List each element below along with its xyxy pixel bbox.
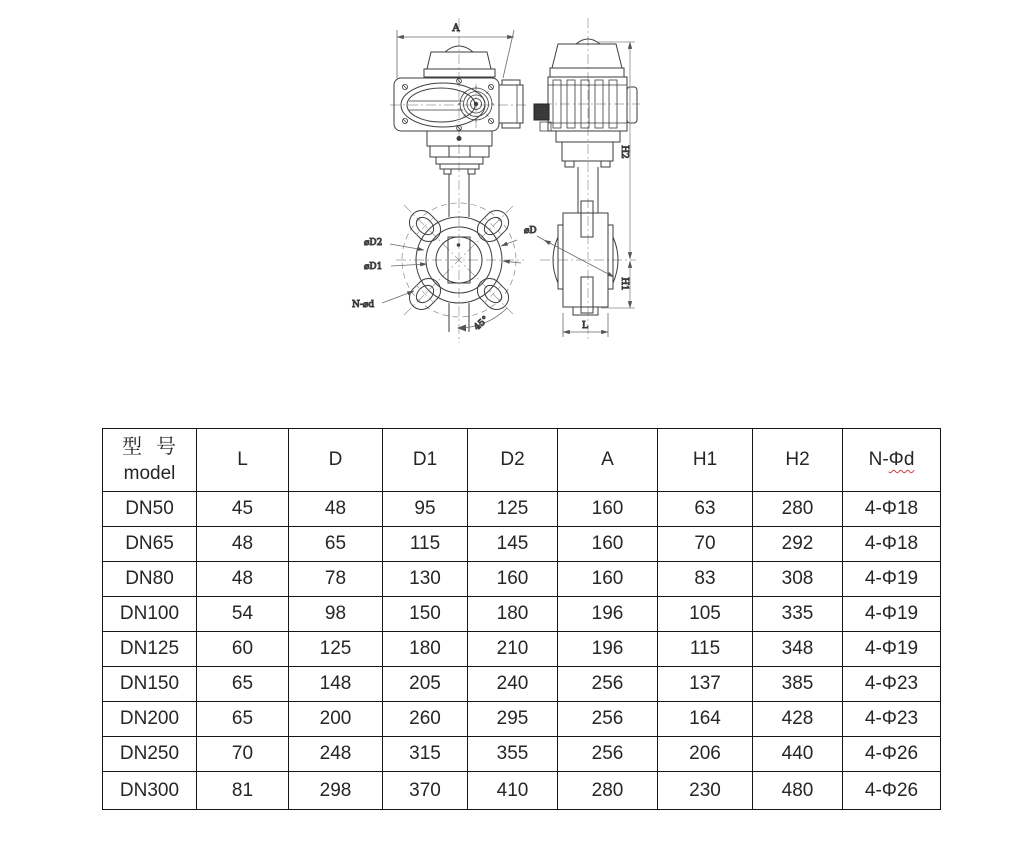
dimension-cell: 385 bbox=[753, 667, 843, 702]
dimension-cell: 95 bbox=[383, 492, 468, 527]
dimension-cell: 298 bbox=[289, 772, 383, 810]
dimension-cell: 115 bbox=[658, 632, 753, 667]
dimension-cell: 4-Φ23 bbox=[843, 702, 941, 737]
header-d2: D2 bbox=[468, 429, 558, 492]
mounting-bracket-front bbox=[427, 131, 492, 174]
model-cell: DN250 bbox=[103, 737, 197, 772]
header-h2: H2 bbox=[753, 429, 843, 492]
dimension-cell: 164 bbox=[658, 702, 753, 737]
dimension-cell: 256 bbox=[558, 667, 658, 702]
dimension-cell: 180 bbox=[468, 597, 558, 632]
header-model bbox=[103, 429, 197, 492]
dim-a-label: A bbox=[452, 23, 460, 34]
dimension-cell: 410 bbox=[468, 772, 558, 810]
dimension-cell: 180 bbox=[383, 632, 468, 667]
dimension-cell: 315 bbox=[383, 737, 468, 772]
header-d1: D1 bbox=[383, 429, 468, 492]
dimension-cell: 125 bbox=[468, 492, 558, 527]
model-cell: DN150 bbox=[103, 667, 197, 702]
dimension-cell: 65 bbox=[197, 702, 289, 737]
dimension-cell: 54 bbox=[197, 597, 289, 632]
model-cell: DN80 bbox=[103, 562, 197, 597]
junction-box bbox=[499, 80, 523, 128]
header-model-en: model bbox=[123, 462, 176, 484]
dia-d1-label: ⌀D1 bbox=[364, 262, 383, 272]
table-row bbox=[103, 702, 941, 737]
dia-d2-label: ⌀D2 bbox=[364, 238, 383, 248]
dimension-cell: 428 bbox=[753, 702, 843, 737]
dim-h1-label: H1 bbox=[619, 277, 629, 291]
angle-45-label: 45° bbox=[472, 314, 491, 333]
dimension-cell: 196 bbox=[558, 597, 658, 632]
valve-body-side bbox=[553, 201, 618, 315]
dimension-cell: 4-Φ19 bbox=[843, 562, 941, 597]
table-header-row bbox=[103, 429, 941, 492]
dia-d-leader bbox=[537, 236, 614, 277]
dimension-cell: 160 bbox=[558, 492, 658, 527]
dimension-cell: 480 bbox=[753, 772, 843, 810]
dimension-cell: 308 bbox=[753, 562, 843, 597]
model-cell: DN65 bbox=[103, 527, 197, 562]
header-l: L bbox=[197, 429, 289, 492]
dome-collar-side bbox=[550, 68, 624, 77]
dimension-table bbox=[102, 428, 941, 810]
dimension-cell: 205 bbox=[383, 667, 468, 702]
dimension-cell: 70 bbox=[658, 527, 753, 562]
model-cell: DN100 bbox=[103, 597, 197, 632]
dimension-cell: 355 bbox=[468, 737, 558, 772]
dimension-cell: 256 bbox=[558, 737, 658, 772]
dimension-cell: 440 bbox=[753, 737, 843, 772]
header-n-prefix: N- bbox=[868, 449, 889, 471]
dimension-cell: 4-Φ19 bbox=[843, 632, 941, 667]
dimension-cell: 148 bbox=[289, 667, 383, 702]
dimension-cell: 160 bbox=[468, 562, 558, 597]
dimension-cell: 200 bbox=[289, 702, 383, 737]
dimension-cell: 160 bbox=[558, 527, 658, 562]
dimension-cell: 60 bbox=[197, 632, 289, 667]
actuator-dome-side bbox=[552, 44, 622, 68]
dimension-cell: 48 bbox=[197, 527, 289, 562]
dimension-cell: 230 bbox=[658, 772, 753, 810]
dimension-cell: 292 bbox=[753, 527, 843, 562]
dimension-cell: 83 bbox=[658, 562, 753, 597]
valve-technical-drawing bbox=[0, 0, 1016, 420]
side-view-drawing bbox=[524, 18, 640, 340]
dimension-cell: 130 bbox=[383, 562, 468, 597]
dimension-cell: 65 bbox=[289, 527, 383, 562]
header-h1: H1 bbox=[658, 429, 753, 492]
table-row bbox=[103, 737, 941, 772]
model-cell: DN200 bbox=[103, 702, 197, 737]
dimension-cell: 105 bbox=[658, 597, 753, 632]
n-diameter-d-label: N-⌀d bbox=[352, 300, 375, 310]
dimension-cell: 280 bbox=[753, 492, 843, 527]
model-cell: DN125 bbox=[103, 632, 197, 667]
dimension-cell: 160 bbox=[558, 562, 658, 597]
dia-d-label: ⌀D bbox=[524, 226, 537, 236]
header-d: D bbox=[289, 429, 383, 492]
table-row bbox=[103, 632, 941, 667]
body-screws bbox=[402, 79, 493, 131]
dimension-cell: 4-Φ18 bbox=[843, 492, 941, 527]
dimension-cell: 196 bbox=[558, 632, 658, 667]
dimension-cell: 78 bbox=[289, 562, 383, 597]
dimension-a bbox=[397, 30, 514, 78]
dome-collar bbox=[424, 69, 495, 77]
model-cell: DN50 bbox=[103, 492, 197, 527]
header-n-phi-d bbox=[843, 429, 941, 492]
dim-l-label: L bbox=[582, 321, 588, 331]
dimension-cell: 137 bbox=[658, 667, 753, 702]
header-phi-d: Φd bbox=[888, 449, 915, 471]
actuator-body-front bbox=[394, 78, 499, 131]
dimension-cell: 335 bbox=[753, 597, 843, 632]
dimension-h2-h1 bbox=[596, 42, 635, 308]
dimension-cell: 125 bbox=[289, 632, 383, 667]
dimension-cell: 63 bbox=[658, 492, 753, 527]
dimension-cell: 4-Φ19 bbox=[843, 597, 941, 632]
dimension-cell: 150 bbox=[383, 597, 468, 632]
table-row bbox=[103, 667, 941, 702]
dimension-cell: 4-Φ26 bbox=[843, 737, 941, 772]
front-centerlines bbox=[390, 18, 528, 343]
angle-45-dimension bbox=[457, 308, 507, 333]
dimension-cell: 4-Φ26 bbox=[843, 772, 941, 810]
header-a: A bbox=[558, 429, 658, 492]
dimension-cell: 206 bbox=[658, 737, 753, 772]
dimension-cell: 145 bbox=[468, 527, 558, 562]
dimension-cell: 4-Φ18 bbox=[843, 527, 941, 562]
model-cell: DN300 bbox=[103, 772, 197, 810]
dimension-cell: 81 bbox=[197, 772, 289, 810]
dimension-cell: 70 bbox=[197, 737, 289, 772]
dimension-cell: 256 bbox=[558, 702, 658, 737]
dimension-cell: 98 bbox=[289, 597, 383, 632]
table-row bbox=[103, 562, 941, 597]
dimension-cell: 248 bbox=[289, 737, 383, 772]
table-row bbox=[103, 492, 941, 527]
dimension-cell: 260 bbox=[383, 702, 468, 737]
dimension-cell: 4-Φ23 bbox=[843, 667, 941, 702]
dimension-cell: 65 bbox=[197, 667, 289, 702]
header-model-cn: 型 号 bbox=[121, 435, 178, 458]
dimension-cell: 295 bbox=[468, 702, 558, 737]
table-row bbox=[103, 597, 941, 632]
dimension-cell: 115 bbox=[383, 527, 468, 562]
table-row bbox=[103, 527, 941, 562]
table-row bbox=[103, 772, 941, 810]
position-indicator-dial bbox=[458, 86, 494, 122]
dimension-cell: 48 bbox=[197, 562, 289, 597]
dimension-cell: 45 bbox=[197, 492, 289, 527]
dimension-cell: 348 bbox=[753, 632, 843, 667]
dimension-cell: 240 bbox=[468, 667, 558, 702]
end-cap bbox=[627, 87, 637, 123]
dimension-cell: 48 bbox=[289, 492, 383, 527]
dimension-cell: 210 bbox=[468, 632, 558, 667]
front-view-drawing bbox=[352, 18, 528, 343]
dimension-cell: 280 bbox=[558, 772, 658, 810]
dimension-cell: 370 bbox=[383, 772, 468, 810]
dim-h2-label: H2 bbox=[619, 145, 629, 159]
side-centerlines bbox=[540, 18, 640, 340]
